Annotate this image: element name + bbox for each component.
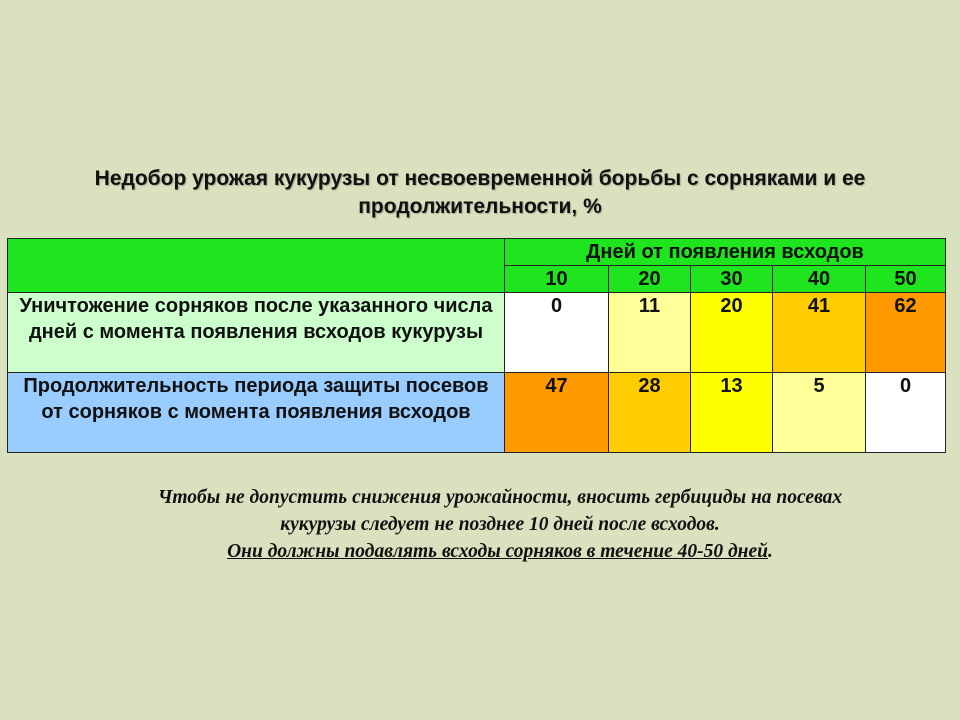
row-label: Продолжительность периода защиты посевов от сорняков с момента появления всходов [8, 373, 505, 453]
table-cell: 0 [505, 293, 609, 373]
table-cell: 13 [691, 373, 773, 453]
table-row [8, 373, 946, 453]
days-group-header: Дней от появления всходов [505, 239, 946, 266]
column-header: 50 [866, 266, 946, 293]
column-header: 20 [609, 266, 691, 293]
column-header: 40 [773, 266, 866, 293]
table-cell: 11 [609, 293, 691, 373]
note-line-1: Чтобы не допустить снижения урожайности, вносить гербициды на посевах [157, 487, 843, 508]
recommendation-note [60, 484, 940, 565]
note-line-3-period: . [768, 541, 773, 562]
table-cell: 41 [773, 293, 866, 373]
table-cell: 5 [773, 373, 866, 453]
table-cell: 20 [691, 293, 773, 373]
row-label: Уничтожение сорняков после указанного числа дней с момента появления всходов кукурузы [8, 293, 505, 373]
note-line-2: кукурузы следует не позднее 10 дней после всходов. [280, 514, 720, 535]
note-line-3 [60, 538, 940, 565]
header-empty-cell [8, 239, 505, 293]
table-cell: 0 [866, 373, 946, 453]
column-header: 10 [505, 266, 609, 293]
slide-title: Недобор урожая кукурузы от несвоевременной борьбы с сорняками и ее продолжительности, % [94, 167, 866, 218]
table-cell: 62 [866, 293, 946, 373]
table-cell: 28 [609, 373, 691, 453]
table-row [8, 293, 946, 373]
yield-loss-table [7, 238, 946, 453]
column-header: 30 [691, 266, 773, 293]
note-line-3-underlined: Они должны подавлять всходы сорняков в течение 40-50 дней [227, 541, 769, 562]
table-cell: 47 [505, 373, 609, 453]
